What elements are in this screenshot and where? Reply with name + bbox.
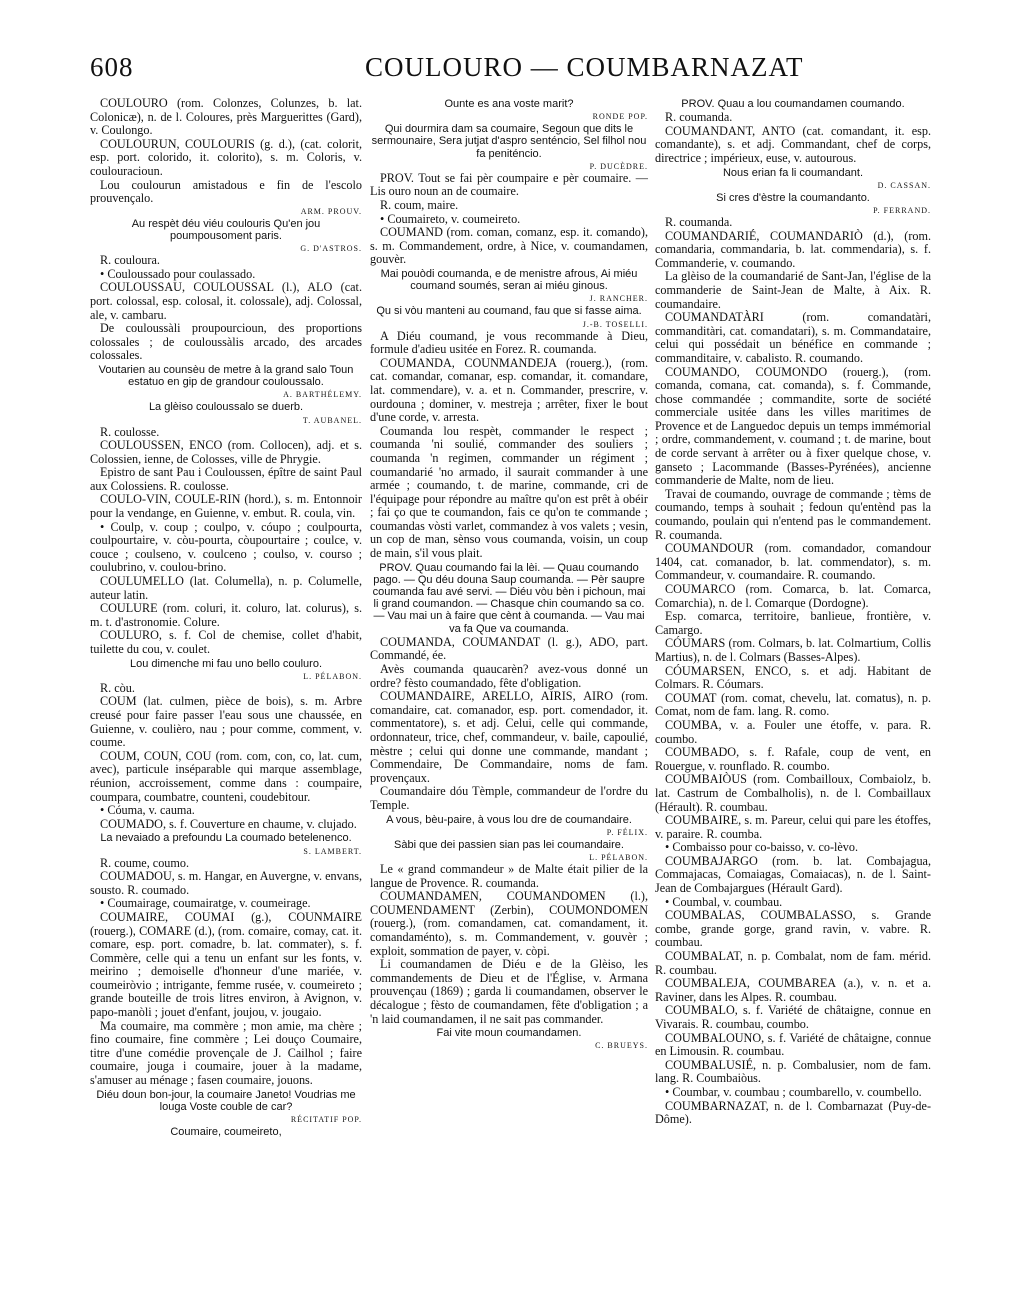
entry-paragraph: • Combaisso pour co-baisso, v. co-lèvo. (665, 840, 859, 855)
entry-paragraph: COUMBALEJA, COUMBAREA (a.), v. n. et a. Raviner, dans les Alpes. R. coumbau. (655, 976, 931, 1004)
entry-paragraph: COUMAT (rom. comat, chevelu, lat. comatus), n. p. Comat, nom de fam. lang. R. como. (655, 690, 931, 719)
entry-paragraph: COUMBAIÒUS (rom. Combailloux, Combaiolz, b. lat. Castrum de Combalholis), n. de l. Combaillaux (Hérault). R. coumbau. (655, 772, 931, 814)
citation-author: T. AUBANEL. (302, 415, 362, 425)
entry-paragraph: Lou coulourun amistadous e fin de l'escolo prouvençalo. (90, 177, 362, 206)
entry-paragraph: COUMAIRE, COUMAI (g.), COUNMAIRE (rouerg.), COMARE (d.), (rom. comaire, comay, cat. it. comare, esp. port. comadre, b. lat. commater), s. f. Commère, celle qui a tenu un enfant sur les fonts, v. meirino ; demoiselle d'honneur d'une mariée, v. coumeiròvio ; intrigante, femme rusée, v. coumeireto ; grande bouteille de trois litres environ, à Avignon, v. papo-manòli ; jouet d'enfant, joujou, v. jougaio. (90, 909, 362, 1020)
entry-paragraph: Avès coumanda quaucarèn? avez-vous donné un ordre? fèsto coumandado, fête d'obligation. (370, 662, 648, 690)
quotation: Sàbi que dei passien sian pas lei coumandaire. (394, 838, 624, 851)
entry-paragraph: COUMBARNAZAT, n. de l. Combarnazat (Puy-de-Dôme). (655, 1098, 931, 1127)
quotation: Ounte es ana voste marit? (444, 98, 574, 110)
citation-author: D. CASSAN. (877, 180, 931, 190)
entry-paragraph: COUMANDAIRE, ARELLO, AIRIS, AIRO (rom. comandaire, cat. comanador, esp. port. comendador, it. commentatore), s. et adj. Celui, celle qui commande, ordonnateur, trice, chef, commandeur, v. baile, capoulié, mèstre ; celui qui donne une commande, mandant ; Commendaire, De Commandaire, noms de fam. provençaux. (370, 689, 648, 785)
entry-paragraph: COULURO, s. f. Col de chemise, collet d'habit, tuilette du cou, v. coulet. (90, 628, 362, 657)
citation-author: C. BRUEYS. (595, 1041, 648, 1051)
entry-paragraph: COUM (lat. culmen, pièce de bois), s. m. Arbre creusé pour faire passer l'eau sous une chaussée, en Guienne, v. coulièro, nau ; pour comme, comment, v. coume. (90, 694, 362, 750)
entry-paragraph: R. coume, coumo. (100, 855, 190, 870)
quotation: Qu si vòu manteni au coumand, fau que si fasse aima. (376, 305, 642, 318)
citation-author: L. PÉLABON. (589, 853, 648, 863)
entry-paragraph: CÓUMARSEN, ENCO, s. et adj. Habitant de Colmars. R. Cóumars. (655, 663, 931, 692)
column-3 (655, 97, 931, 1127)
entry-paragraph: COUMANDA, COUNMANDEJA (rouerg.), (rom. cat. comandar, comanar, esp. comandar, it. comandare, lat. commendare), v. a. et n. Commander, prescrire, v. ourdouna ; dominer, v. mestreja ; arrêter, fixer le bout d'une corde, v. arresta. (370, 355, 648, 425)
quotation: Si cres d'èstre la coumandanto. (716, 191, 870, 204)
entry-paragraph: COULURE (rom. coluri, it. coluro, lat. colurus), s. m. t. d'astronomie. Colure. (90, 601, 362, 629)
citation-author: J. RANCHER. (589, 294, 648, 304)
entry-paragraph: COUMADOU, s. m. Hangar, en Auvergne, v. envans, sousto. R. coumado. (90, 869, 362, 897)
quotation: Lou dimenche mi fau uno bello couluro. (129, 657, 322, 670)
citation-author: P. DUCÈDRE. (589, 161, 648, 171)
entry-paragraph: • Coumaireto, v. coumeireto. (380, 211, 521, 226)
entry-paragraph: Esp. comarca, territoire, banlieue, frontière, v. Camargo. (655, 609, 931, 637)
quotation: La glèiso couloussalo se duerb. (148, 401, 304, 414)
page-number: 608 (90, 52, 134, 82)
entry-paragraph: COUMBALUSIÉ, n. p. Combalusier, nom de fam. lang. R. Coumbaiòus. (655, 1057, 931, 1086)
entry-paragraph: COUMADO, s. f. Couverture en chaume, v. clujado. (100, 816, 357, 831)
entry-paragraph: Ma coumaire, ma commère ; mon amie, ma chère ; fino coumaire, fine commère ; Lei douço Coumaire, titre d'une comédie provençale de J. Cailhol ; faire coumaire, jouga i coumaire, jouer à la madame, s'amuser au ménage ; fasen coumaire, jouons. (90, 1018, 362, 1088)
quotation: PROV. Quau coumando fai la lèi. — Quau coumando pago. — Qu déu douna Saup coumanda. — Pèr saupre coumanda fau avé servi. — Diéu vòu bèn i pichoun, mai li grand coumandon. — Chasque chin coumando sa co. — Vau mai un à faire que cènt à coumanda. — Vau mai va fa Que va coumanda. (372, 561, 646, 635)
entry-paragraph: COUMBALOUNO, s. f. Variété de châtaigne, connue en Limousin. R. coumbau. (655, 1030, 931, 1059)
entry-paragraph: COUMBADO, s. f. Rafale, coup de vent, en Rouergue, v. rounflado. R. coumbo. (655, 745, 931, 773)
entry-paragraph: CÓUMARS (rom. Colmars, b. lat. Colmartium, Collis Martius), n. de l. Colmars (Basses-Alpes). (655, 636, 931, 664)
quotation: Qui dourmira dam sa coumaire, Segoun que dits le sermounaire, Sera jutjat d'aspro senténcio, Sel filhol nou fa peniténcio. (371, 123, 647, 160)
entry-paragraph: COUMBAIRE, s. m. Pareur, celui qui pare les étoffes, v. paraire. R. coumba. (655, 813, 931, 841)
entry-paragraph: COULOUSSAU, COULOUSSAL (l.), ALO (cat. port. colossal, esp. colosal, it. colossale), adj. Colossal, ale, v. cambaru. (90, 280, 362, 322)
citation-author: A. BARTHÉLEMY. (283, 390, 362, 400)
quotation: Coumaire, coumeireto, (170, 1126, 282, 1139)
entry-paragraph: R. coumanda. (665, 110, 733, 125)
citation-author: P. FERRAND. (873, 205, 931, 215)
entry-paragraph: COUMBALO, s. f. Variété de châtaigne, connue en Vivarais. R. coumbau, coumbo. (655, 1003, 931, 1032)
quotation: PROV. Quau a lou coumandamen coumando. (681, 98, 905, 110)
entry-paragraph: COUMANDANT, ANTO (cat. comandant, it. esp. comandante), s. et adj. Commandant, chef de corps, directrice ; impérieux, euse, v. autourous. (655, 123, 931, 165)
column-1 (90, 97, 362, 1139)
citation-author: G. D'ASTROS. (300, 244, 362, 254)
entry-paragraph: • Coumbal, v. coumbau. (665, 894, 783, 909)
entry-paragraph: COULOUSSEN, ENCO (rom. Collocen), adj. et s. Colossien, ienne, de Colosses, ville de Phrygie. (90, 438, 362, 466)
entry-paragraph: De couloussàli proupourcioun, des proportions colossales ; de couloussàlis arcado, des arcades colossales. (90, 321, 362, 363)
entry-paragraph: COUMBALAT, n. p. Combalat, nom de fam. mérid. R. coumbau. (655, 949, 931, 977)
entry-paragraph: • Coulp, v. coup ; coulpo, v. cóupo ; coulpourta, coulpourtaire, v. còu-pourta, còupourtaire ; coulce, v. couce ; coulseno, v. coulceno ; coulso, v. courso ; coulubrino, v. coulou-brino. (90, 519, 362, 575)
entry-paragraph: • Cóuma, v. cauma. (100, 803, 195, 818)
entry-paragraph: COUMANDATÀRI (rom. comandatàri, commanditàri, cat. comandatari), s. m. Commandataire, celui qui possédait un bénéfice en commande ; commanditaire, v. cabalisto. R. coumando. (655, 310, 931, 365)
quotation: Mai pouòdi coumanda, e de menistre afrous, Ai miéu coumand soumés, seran ai miéu ginous. (380, 267, 638, 293)
entry-paragraph: R. coum, maire. (380, 198, 459, 212)
entry-paragraph: COUMANDO, COUMONDO (rouerg.), (rom. comanda, comana, cat. comanda), s. f. Commande, chose commandée ; commandite, sorte de société commerciale usitée dans les villes maritimes de Provence et de Languedoc depuis un temps immémorial ; ordre, commandement, v. coumand ; t. de marine, bout de corde servant à arrêter ou à fixer quelque chose, v. ganseto ; Lacommande (Basses-Pyrénées), ancienne commanderie de Malte, nom de lieu. (655, 364, 931, 488)
entry-paragraph: COUMANDARIÉ, COUMANDARIÒ (d.), (rom. comandaria, commandaria, b. lat. commendaria), s. f. Commanderie, v. coumando. (655, 228, 931, 270)
entry-paragraph: R. couloura. (100, 253, 160, 268)
entry-paragraph: COUMANDOUR (rom. comandador, comandour 1404, cat. comanador, b. lat. commendator), s. m. Commandeur, v. coumandaire. R. coumando. (655, 541, 931, 583)
entry-paragraph: La glèiso de la coumandarié de Sant-Jan, l'église de la commanderie de Saint-Jean de Malte, à Aix. R. coumandaire. (655, 269, 931, 311)
entry-paragraph: R. còu. (100, 680, 135, 695)
entry-paragraph: Travai de coumando, ouvrage de commande ; tèms de coumando, temps à souhait ; fedoun qu'entènd pas la coumando, poulain qui n'entend pas le commandement. R. coumanda. (655, 486, 931, 542)
entry-paragraph: • Coumairage, coumairatge, v. coumeirage. (100, 896, 311, 911)
entry-paragraph: COULOURO (rom. Colonzes, Colunzes, b. lat. Colonicæ), n. de l. Coloures, près Marguerittes (Gard), v. Coulongo. (90, 96, 362, 138)
entry-paragraph: Coumanda lou respèt, commander le respect ; coumanda 'ni soulié, commander des souliers ; coumanda 'n regimen, commander un régiment ; coumandarié 'no armado, il saurait commander à une armée ; coumando, t. de marine, commande, cri de l'équipage pour répondre au maître qu'on est prêt à obéir ; fai ço que te coumandon, fais ce qu'on te commande ; coumandas vòsti varlet, commandez à vos valets ; vesin, un cop de man, sènso vous coumanda, voisin, un coup de main, s'il vous plait. (370, 423, 648, 561)
quotation: Au respèt déu viéu coulouris Qu'en jou poumpousoment paris. (131, 217, 321, 242)
quotation: Fai vite moun coumandamen. (436, 1027, 582, 1040)
quotation: La nevaiado a prefoundu La coumado betelenenco. (100, 832, 352, 845)
entry-paragraph: Epistro de sant Pau i Couloussen, épître de saint Paul aux Colossiens. R. coulosse. (90, 465, 362, 493)
entry-paragraph: Le « grand commandeur » de Malte était pilier de la langue de Provence. R. coumanda. (370, 862, 648, 890)
running-head: COULOURO — COUMBARNAZAT (365, 52, 804, 82)
entry-paragraph: COUMBALAS, COUMBALASSO, s. Grande combe, grande gorge, grand ravin, v. vabre. R. coumbau. (655, 908, 931, 950)
citation-author: L. PÉLABON. (303, 671, 362, 681)
entry-paragraph: COULO-VIN, COULE-RIN (hord.), s. m. Entonnoir pour la vendange, en Guienne, v. embut. R. coula, vin. (90, 492, 362, 521)
entry-paragraph: COUMARCO (rom. Comarca, b. lat. Comarca, Comarchia), n. de l. Comarque (Dordogne). (655, 582, 931, 610)
quotation: A vous, bèu-paire, à vous lou dre de coumandaire. (386, 813, 632, 826)
entry-paragraph: • Coumbar, v. coumbau ; coumbarello, v. coumbello. (665, 1084, 922, 1099)
citation-author: RONDE POP. (592, 112, 648, 122)
quotation: Nous erian fa li coumandant. (722, 166, 864, 179)
quotation: Voutarien au counsèu de metre à la grand salo Toun estatuo en gip de grandour couloussalo. (98, 363, 354, 389)
entry-paragraph: R. coulosse. (100, 424, 160, 439)
entry-paragraph: R. coumanda. (665, 214, 733, 229)
quotation: Diéu doun bon-jour, la coumaire Janeto! Voudrias me louga Voste couble de car? (96, 1088, 356, 1113)
entry-paragraph: • Couloussado pour coulassado. (100, 266, 256, 281)
citation-author: ARM. PROUV. (300, 206, 362, 216)
citation-author: RÉCITATIF POP. (290, 1115, 362, 1125)
entry-paragraph: COUMAND (rom. coman, comanz, esp. it. comando), s. m. Commandement, ordre, à Nice, v. coumandamen, gouvèr. (370, 225, 648, 267)
entry-paragraph: COULUMELLO (lat. Columella), n. p. Columelle, auteur latin. (90, 574, 362, 602)
entry-paragraph: Li coumandamen de Diéu e de la Glèiso, les commandements de Dieu et de l'Église, v. Armana prouvençau (1869) ; garda li coumandamen, observer le décalogue ; fèsto de coumandamen, fête d'obligation ; a 'n laid coumandamen, il ne sait pas commander. (370, 957, 648, 1026)
entry-paragraph: COUM, COUN, COU (rom. com, con, co, lat. cum, avec), particule inséparable qui marque assemblage, réunion, accroissement, comme dans : coumpaire, coumpara, coumbatre, counteni, coudebitour. (90, 748, 362, 804)
entry-paragraph: COUMBA, v. a. Fouler une étoffe, v. para. R. coumbo. (655, 717, 931, 746)
column-2 (370, 97, 648, 1051)
entry-paragraph: COULOURUN, COULOURIS (g. d.), (cat. colorit, esp. port. colorido, it. colorito), s. m. Coloris, v. coulouracioun. (90, 136, 362, 178)
entry-paragraph: A Diéu coumand, je vous recommande à Dieu, formule d'adieu usitée en Forez. R. coumanda. (370, 328, 648, 357)
citation-author: S. LAMBERT. (303, 846, 362, 856)
entry-paragraph: Coumandaire dóu Tèmple, commandeur de l'ordre du Temple. (370, 784, 648, 813)
citation-author: J.-B. TOSELLI. (582, 319, 648, 329)
entry-paragraph: COUMBAJARGO (rom. b. lat. Combajagua, Commajacas, Comaiagas, Comaiacas), n. de l. Saint-Jean de Combajargues (Hérault Gard). (655, 853, 931, 896)
entry-paragraph: COUMANDAMEN, COUMANDOMEN (l.), COUMENDAMENT (Zerbin), COUMONDOMEN (rouerg.), (rom. comandamen, cat. comandament, it. comandaménto), s. m. Commandement, v. gouvèr ; exploit, sommation de payer, v. còpi. (370, 889, 648, 958)
page-header (0, 0, 1024, 95)
entry-paragraph: PROV. Tout se fai pèr coumpaire e pèr coumaire. — Lis ouro noun an de coumaire. (370, 170, 648, 199)
entry-paragraph: COUMANDA, COUMANDAT (l. g.), ADO, part. Commandé, ée. (370, 634, 648, 663)
citation-author: P. FÉLIX. (606, 827, 648, 837)
